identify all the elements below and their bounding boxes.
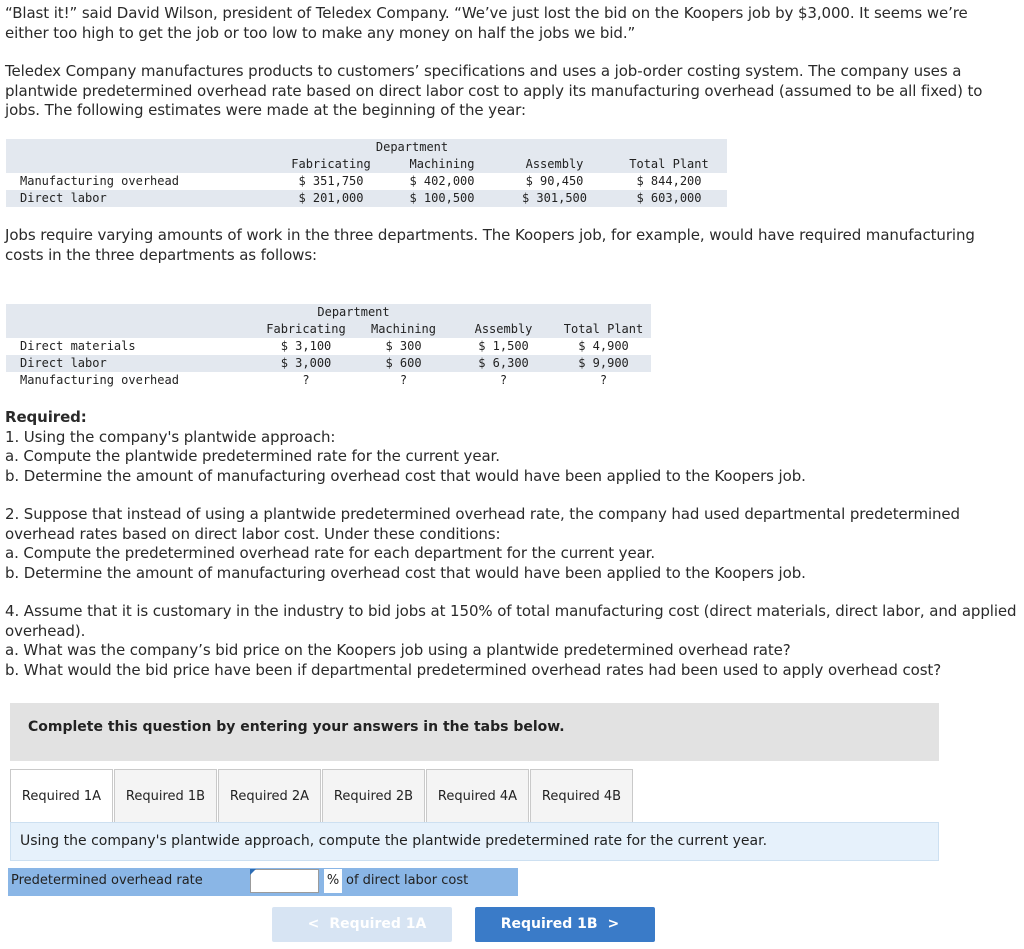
- table-row: [6, 190, 727, 207]
- required-section-2: [5, 505, 1020, 583]
- table-cell: $ 603,000: [611, 190, 727, 207]
- estimates-table: [6, 139, 727, 207]
- required-item: a. Compute the plantwide predetermined rate for the current year.: [5, 447, 500, 465]
- tab-required-2a[interactable]: Required 2A: [218, 769, 321, 823]
- table-cell: $ 4,900: [578, 339, 629, 353]
- table-cell: $ 6,300: [451, 355, 556, 372]
- required-item: 2. Suppose that instead of using a plantwide predetermined overhead rate, the company had used departmental predetermined: [5, 505, 960, 523]
- table-cell: $ 9,900: [556, 355, 651, 372]
- department-header: Department: [256, 304, 451, 321]
- next-button[interactable]: [475, 907, 655, 942]
- table-cell: $ 201,000: [276, 190, 386, 207]
- prev-button[interactable]: [272, 907, 452, 942]
- tab-required-1b[interactable]: Required 1B: [114, 769, 217, 823]
- jobs-line: costs in the three departments as follows:: [5, 245, 317, 264]
- intro-paragraph-2: [5, 62, 1020, 121]
- required-item: a. What was the company’s bid price on the Koopers job using a plantwide predetermined overhead rate?: [5, 641, 791, 659]
- column-header: Fabricating: [256, 321, 356, 338]
- required-item: b. Determine the amount of manufacturing overhead cost that would have been applied to the Koopers job.: [5, 563, 806, 582]
- prev-button-label: Required 1A: [329, 916, 427, 932]
- table-cell: $ 3,100: [280, 339, 332, 353]
- row-label: Direct labor: [6, 190, 276, 207]
- answer-unit-cell: [322, 868, 518, 896]
- table-cell: $ 300: [385, 339, 422, 353]
- table-cell: ?: [499, 373, 508, 387]
- column-header: Assembly: [498, 156, 611, 173]
- intro-line: jobs. The following estimates were made at the beginning of the year:: [5, 101, 526, 119]
- answer-input-cell: [249, 868, 322, 896]
- table-cell: $ 3,000: [256, 355, 356, 372]
- table-cell: $ 301,500: [498, 190, 611, 207]
- overhead-rate-input[interactable]: [250, 869, 319, 893]
- intro-line: plantwide predetermined overhead rate based on direct labor cost to apply its manufacturing overhead (assumed to be all fixed) to: [5, 81, 983, 100]
- tab-required-4b[interactable]: Required 4B: [530, 769, 633, 823]
- table-row: [6, 372, 651, 389]
- column-header: Assembly: [451, 321, 556, 338]
- tab-required-2b[interactable]: Required 2B: [322, 769, 425, 823]
- required-item: a. Compute the predetermined overhead rate for each department for the current year.: [5, 544, 656, 562]
- instructions-box: Complete this question by entering your answers in the tabs below.: [10, 703, 939, 761]
- next-button-label: Required 1B: [500, 916, 598, 932]
- answer-label: Predetermined overhead rate: [8, 868, 249, 896]
- table-row: [6, 173, 727, 190]
- table-cell: ?: [599, 373, 608, 387]
- jobs-paragraph: [5, 226, 1020, 265]
- jobs-line: Jobs require varying amounts of work in the three departments. The Koopers job, for example, would have required manufacturing: [5, 226, 975, 244]
- table-cell: $ 600: [356, 355, 451, 372]
- table-cell: $ 1,500: [478, 339, 529, 353]
- table-cell: $ 844,200: [636, 174, 702, 188]
- answer-unit: of direct labor cost: [346, 873, 469, 888]
- required-item: 1. Using the company's plantwide approach:: [5, 427, 336, 446]
- required-section-4: [5, 602, 1020, 680]
- answer-row: [8, 868, 518, 896]
- row-label: Manufacturing overhead: [20, 373, 179, 387]
- row-label: Manufacturing overhead: [20, 174, 179, 188]
- row-label: Direct labor: [6, 355, 256, 372]
- department-header: Department: [276, 139, 498, 156]
- required-item: 4. Assume that it is customary in the industry to bid jobs at 150% of total manufacturing cost (direct materials, direct labor, and applied: [5, 602, 1017, 620]
- table-cell: $ 402,000: [409, 174, 475, 188]
- table-row: [6, 338, 651, 355]
- intro-line: either too high to get the job or too low to make any money on half the jobs we bid.”: [5, 23, 636, 42]
- table-cell: ?: [302, 373, 310, 387]
- percent-sign: %: [324, 869, 342, 893]
- chevron-left-icon: <: [307, 916, 320, 932]
- table-cell: $ 90,450: [525, 174, 584, 188]
- table-cell: $ 351,750: [298, 174, 364, 188]
- required-section: [5, 408, 1020, 486]
- row-label: Direct materials: [20, 339, 136, 353]
- required-heading: Required:: [5, 408, 87, 426]
- intro-paragraph-1: [5, 4, 1020, 43]
- koopers-table: [6, 304, 651, 389]
- required-item: b. Determine the amount of manufacturing overhead cost that would have been applied to the Koopers job.: [5, 466, 806, 485]
- question-prompt: Using the company's plantwide approach, compute the plantwide predetermined rate for the current year.: [10, 822, 939, 861]
- table-cell: ?: [399, 373, 408, 387]
- table-cell: $ 100,500: [386, 190, 498, 207]
- column-header: Total Plant: [611, 156, 727, 173]
- tab-required-1a[interactable]: Required 1A: [10, 769, 113, 823]
- tab-required-4a[interactable]: Required 4A: [426, 769, 529, 823]
- intro-line: “Blast it!” said David Wilson, president of Teledex Company. “We’ve just lost the bid on the Koopers job by $3,000. It seems we’re: [5, 4, 968, 22]
- required-item: b. What would the bid price have been if departmental predetermined overhead rates had been used to apply overhead cost?: [5, 660, 942, 679]
- column-header: Machining: [386, 156, 498, 173]
- intro-line: Teledex Company manufactures products to customers’ specifications and uses a job-order costing system. The company uses a: [5, 62, 962, 80]
- required-item: overhead).: [5, 621, 86, 640]
- column-header: Fabricating: [276, 156, 386, 173]
- required-item: overhead rates based on direct labor cost. Under these conditions:: [5, 524, 501, 543]
- table-row: [6, 355, 651, 372]
- column-header: Total Plant: [556, 321, 651, 338]
- column-header: Machining: [356, 321, 451, 338]
- input-flag-icon: [250, 869, 256, 875]
- chevron-right-icon: >: [607, 916, 620, 932]
